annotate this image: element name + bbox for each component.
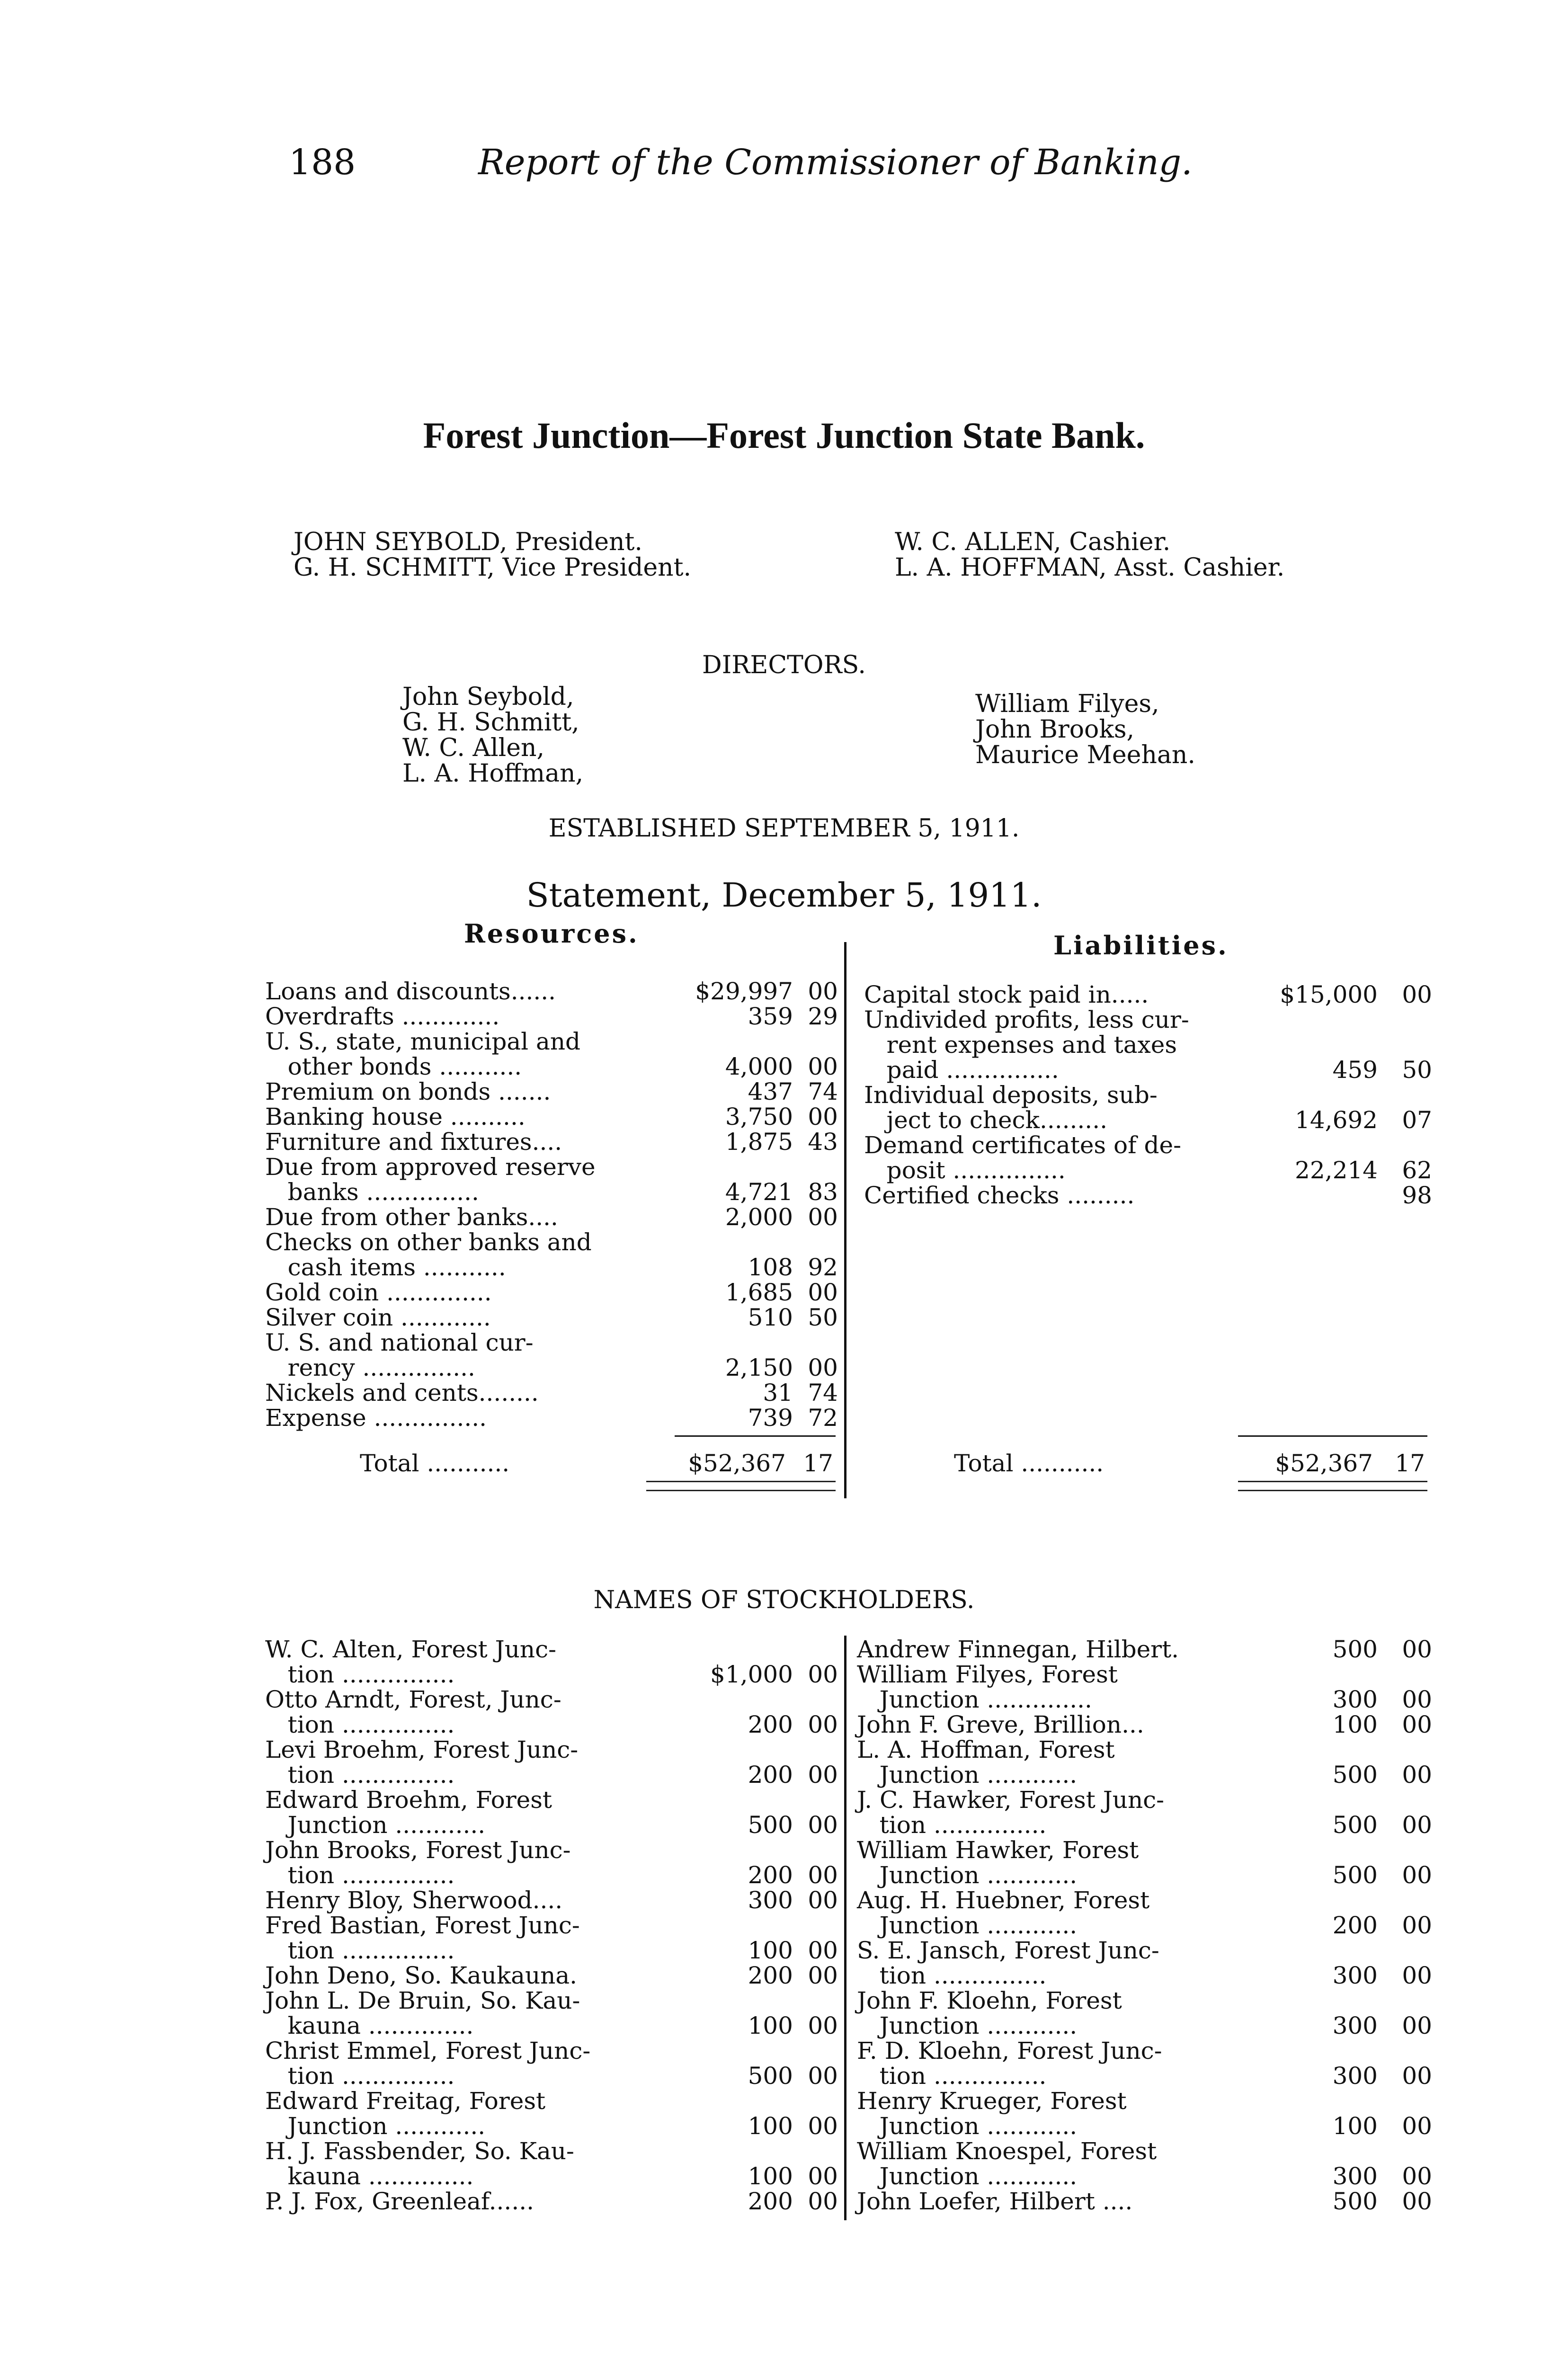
liability-row [864, 1158, 1432, 1183]
stockholder-row [265, 2164, 838, 2189]
stockholders-left-list [265, 1637, 838, 2219]
stockholder-row-label: F. D. Kloehn, Forest Junc- [857, 2037, 1162, 2064]
stockholder-row [857, 2038, 1432, 2064]
stockholder-row-label: tion ............... [265, 1711, 455, 1738]
stockholder-row [265, 2064, 838, 2089]
resource-row [265, 1104, 838, 1130]
stockholder-row-dollars: 500 [748, 1811, 793, 1839]
resource-row-dollars: 359 [748, 1003, 793, 1030]
resource-row-cents: 00 [808, 978, 838, 1005]
stockholder-row [265, 1838, 838, 1863]
stockholder-row-dollars: 100 [1332, 1711, 1378, 1738]
stockholder-row [857, 1662, 1432, 1687]
stockholder-row [265, 1662, 838, 1687]
liability-row-cents: 00 [1402, 981, 1432, 1008]
stockholder-row [265, 1712, 838, 1737]
stockholder-row-cents: 00 [808, 2162, 838, 2190]
resource-row-label: Checks on other banks and [265, 1228, 592, 1256]
stockholder-row [265, 1813, 838, 1838]
stockholder-row-label: John F. Greve, Brillion... [857, 1711, 1144, 1738]
running-title: Report of the Commissioner of Banking. [478, 142, 1193, 183]
resource-row-dollars: 510 [748, 1304, 793, 1331]
resource-row [265, 1079, 838, 1104]
stockholder-row-label: P. J. Fox, Greenleaf...... [265, 2188, 534, 2215]
stockholder-row-dollars: 200 [1332, 1912, 1378, 1939]
page-number: 188 [289, 142, 356, 183]
liability-row-cents: 62 [1402, 1157, 1432, 1184]
resource-row-dollars: 31 [763, 1379, 793, 1406]
statement-title: Statement, December 5, 1911. [526, 876, 1042, 915]
stockholder-row-cents: 00 [808, 1661, 838, 1688]
stockholder-row-dollars: 100 [1332, 2112, 1378, 2140]
liability-row [864, 1032, 1432, 1058]
liability-row-label: Demand certificates of de- [864, 1131, 1181, 1159]
resource-row [265, 1180, 838, 1205]
resources-total-dollars: $52,367 [688, 1450, 786, 1477]
stockholder-row [857, 1712, 1432, 1737]
resource-row-label: Due from approved reserve [265, 1153, 596, 1181]
stockholder-row-label: kauna .............. [265, 2162, 474, 2190]
directors-heading: DIRECTORS. [702, 651, 866, 679]
stockholder-row-cents: 00 [808, 1861, 838, 1889]
stockholder-row-label: tion ............... [265, 1861, 455, 1889]
stockholder-row-cents: 00 [808, 1711, 838, 1738]
stockholder-row-dollars: 200 [748, 1761, 793, 1789]
stockholder-row-dollars: 300 [748, 1886, 793, 1914]
stockholder-row-label: Junction ............ [857, 1861, 1078, 1889]
resource-row-label: Banking house .......... [265, 1103, 526, 1130]
liability-row-dollars: 459 [1332, 1056, 1378, 1084]
directors-right [975, 691, 1195, 768]
resource-row [265, 1029, 838, 1054]
stockholder-row [857, 2089, 1432, 2114]
stockholder-row-label: John Deno, So. Kaukauna. [265, 1962, 578, 1989]
officer-vice-president: G. H. SCHMITT, Vice President. [294, 553, 692, 582]
stockholder-row [265, 1737, 838, 1762]
resource-row [265, 1255, 838, 1280]
director-name: L. A. Hoffman, [402, 759, 584, 788]
stockholder-row-dollars: 300 [1332, 2062, 1378, 2090]
resource-row-cents: 00 [808, 1203, 838, 1231]
resource-row-label: Loans and discounts...... [265, 978, 556, 1005]
stockholder-row-dollars: 300 [1332, 2012, 1378, 2039]
resource-row-dollars: 739 [748, 1404, 793, 1432]
resource-row-label: Expense ............... [265, 1404, 487, 1432]
stockholder-row [265, 2013, 838, 2038]
liability-row-label: rent expenses and taxes [864, 1031, 1177, 1059]
stockholder-row [857, 2114, 1432, 2139]
stockholder-row-dollars: 500 [1332, 2188, 1378, 2215]
resource-row-dollars: 108 [748, 1254, 793, 1281]
stockholder-row-label: Andrew Finnegan, Hilbert. [857, 1636, 1179, 1663]
stockholder-row-label: tion ............... [265, 2062, 455, 2090]
stockholder-row [857, 2189, 1432, 2214]
stockholder-row-cents: 00 [1402, 2188, 1432, 2215]
stockholder-row [857, 1813, 1432, 1838]
stockholder-row [265, 1963, 838, 1988]
resource-row [265, 1305, 838, 1330]
stockholder-row-cents: 00 [808, 2112, 838, 2140]
stockholder-row [857, 2139, 1432, 2164]
officer-president: JOHN SEYBOLD, President. [294, 528, 642, 556]
liability-row [864, 982, 1432, 1007]
liability-row [864, 1058, 1432, 1083]
liability-row [864, 1083, 1432, 1108]
liabilities-total-label: Total ........... [954, 1450, 1104, 1477]
stockholders-divider [844, 1636, 846, 2220]
stockholder-row-dollars: 200 [748, 2188, 793, 2215]
stockholder-row-label: Henry Krueger, Forest [857, 2087, 1127, 2115]
stockholder-row-cents: 00 [1402, 2012, 1432, 2039]
resource-row-label: banks ............... [265, 1178, 479, 1206]
resource-row-label: Premium on bonds ....... [265, 1078, 551, 1105]
stockholder-row [857, 2064, 1432, 2089]
resources-total-cents: 17 [803, 1450, 833, 1477]
officers-right [895, 529, 1284, 580]
stockholder-row [857, 1988, 1432, 2013]
officers-left [294, 529, 691, 580]
resource-row-dollars: $29,997 [695, 978, 793, 1005]
statement-divider [844, 942, 846, 1498]
stockholder-row-cents: 00 [808, 2062, 838, 2090]
stockholder-row-dollars: 500 [1332, 1761, 1378, 1789]
resource-row-dollars: 4,000 [725, 1053, 793, 1080]
stockholder-row-label: John Brooks, Forest Junc- [265, 1836, 571, 1864]
stockholder-row-cents: 00 [1402, 1811, 1432, 1839]
resource-row-label: Overdrafts ............. [265, 1003, 500, 1030]
director-name: G. H. Schmitt, [402, 708, 579, 737]
stockholder-row-label: S. E. Jansch, Forest Junc- [857, 1937, 1159, 1964]
resource-row-cents: 83 [808, 1178, 838, 1206]
liability-row [864, 1133, 1432, 1158]
stockholder-row [857, 1737, 1432, 1762]
stockholder-row-label: Junction .............. [857, 1686, 1092, 1713]
liability-row-label: Certified checks ......... [864, 1182, 1135, 1209]
stockholder-row-cents: 00 [1402, 2112, 1432, 2140]
resource-row-label: Gold coin .............. [265, 1279, 492, 1306]
resource-row-label: Nickels and cents........ [265, 1379, 539, 1406]
resource-row-label: Due from other banks.... [265, 1203, 558, 1231]
stockholder-row-label: Edward Broehm, Forest [265, 1786, 552, 1814]
stockholder-row-cents: 00 [1402, 1686, 1432, 1713]
stockholder-row-label: Henry Bloy, Sherwood.... [265, 1886, 563, 1914]
stockholder-row [265, 1913, 838, 1938]
liability-row [864, 1108, 1432, 1133]
resource-row-label: other bonds ........... [265, 1053, 522, 1080]
stockholder-row-dollars: 200 [748, 1962, 793, 1989]
stockholder-row-label: John Loefer, Hilbert .... [857, 2188, 1133, 2215]
resource-row-cents: 74 [808, 1379, 838, 1406]
resource-row [265, 1355, 838, 1380]
resource-row-cents: 74 [808, 1078, 838, 1105]
stockholder-row-label: kauna .............. [265, 2012, 474, 2039]
stockholder-row [857, 1888, 1432, 1913]
stockholder-row [857, 1913, 1432, 1938]
resources-total-label: Total ........... [360, 1450, 510, 1477]
liability-row [864, 1007, 1432, 1032]
stockholder-row-cents: 00 [808, 2188, 838, 2215]
stockholder-row-label: tion ............... [265, 1761, 455, 1789]
resource-row-label: cash items ........... [265, 1254, 506, 1281]
stockholder-row-cents: 00 [808, 1886, 838, 1914]
resources-table [265, 979, 838, 1433]
resource-row [265, 1230, 838, 1255]
stockholder-row-dollars: 300 [1332, 1686, 1378, 1713]
resource-row-dollars: 1,685 [725, 1279, 793, 1306]
liability-row-label: posit ............... [864, 1157, 1066, 1184]
liabilities-total-cents: 17 [1395, 1450, 1425, 1477]
stockholder-row-label: Christ Emmel, Forest Junc- [265, 2037, 591, 2064]
resource-row-cents: 00 [808, 1103, 838, 1130]
resource-row [265, 1130, 838, 1155]
stockholder-row-dollars: 100 [748, 2112, 793, 2140]
stockholder-row-label: tion ............... [265, 1661, 455, 1688]
stockholder-row [265, 1762, 838, 1788]
stockholder-row [265, 1637, 838, 1662]
liability-row [864, 1183, 1432, 1208]
liabilities-total-double-rule [1238, 1481, 1427, 1491]
stockholder-row [265, 2189, 838, 2214]
stockholder-row-dollars: 100 [748, 2012, 793, 2039]
stockholder-row-label: tion ............... [857, 1962, 1047, 1989]
resource-row-label: U. S. and national cur- [265, 1329, 534, 1356]
liabilities-table [864, 982, 1432, 1210]
stockholder-row-label: Junction ............ [857, 2012, 1078, 2039]
stockholder-row [857, 2013, 1432, 2038]
officer-asst-cashier: L. A. HOFFMAN, Asst. Cashier. [895, 553, 1285, 582]
resource-row-dollars: 1,875 [725, 1128, 793, 1156]
bank-title: Forest Junction—Forest Junction State Bank. [423, 415, 1145, 456]
stockholder-row-label: W. C. Alten, Forest Junc- [265, 1636, 557, 1663]
resource-row-cents: 50 [808, 1304, 838, 1331]
stockholder-row-label: H. J. Fassbender, So. Kau- [265, 2137, 574, 2165]
resource-row-dollars: 3,750 [725, 1103, 793, 1130]
stockholder-row-dollars: 300 [1332, 1962, 1378, 1989]
liability-row-dollars: $15,000 [1280, 981, 1378, 1008]
stockholder-row-dollars: 200 [748, 1711, 793, 1738]
stockholder-row-cents: 00 [1402, 1636, 1432, 1663]
stockholder-row [857, 1863, 1432, 1888]
stockholder-row-label: Edward Freitag, Forest [265, 2087, 546, 2115]
resources-total-rule [675, 1435, 836, 1437]
stockholder-row-dollars: 200 [748, 1861, 793, 1889]
stockholder-row-label: William Knoespel, Forest [857, 2137, 1157, 2165]
resource-row [265, 1155, 838, 1180]
stockholder-row [265, 1863, 838, 1888]
stockholder-row [265, 2114, 838, 2139]
stockholder-row-label: Junction ............ [857, 2112, 1078, 2140]
director-name: William Filyes, [975, 690, 1159, 718]
liabilities-total-dollars: $52,367 [1275, 1450, 1373, 1477]
resource-row [265, 1330, 838, 1355]
director-name: W. C. Allen, [402, 734, 545, 762]
stockholder-row-dollars: 500 [1332, 1811, 1378, 1839]
stockholder-row-label: tion ............... [857, 1811, 1047, 1839]
resource-row-label: Silver coin ............ [265, 1304, 491, 1331]
stockholder-row-cents: 00 [1402, 1761, 1432, 1789]
stockholder-row-label: tion ............... [857, 2062, 1047, 2090]
stockholder-row-label: John F. Kloehn, Forest [857, 1987, 1122, 2014]
liability-row-label: Individual deposits, sub- [864, 1081, 1158, 1109]
resource-row-cents: 00 [808, 1053, 838, 1080]
stockholders-heading: NAMES OF STOCKHOLDERS. [593, 1586, 975, 1614]
resource-row-cents: 43 [808, 1128, 838, 1156]
stockholder-row [857, 1637, 1432, 1662]
resource-row-dollars: 437 [748, 1078, 793, 1105]
stockholder-row-label: Fred Bastian, Forest Junc- [265, 1912, 580, 1939]
stockholder-row [857, 1762, 1432, 1788]
resource-row [265, 1280, 838, 1305]
stockholder-row-dollars: 500 [748, 2062, 793, 2090]
liability-row-cents: 07 [1402, 1106, 1432, 1134]
stockholder-row [857, 2164, 1432, 2189]
liability-row-label: paid ............... [864, 1056, 1059, 1084]
stockholder-row [265, 2038, 838, 2064]
resource-row [265, 979, 838, 1004]
stockholder-row [265, 1788, 838, 1813]
established-date: ESTABLISHED SEPTEMBER 5, 1911. [548, 814, 1020, 843]
resources-total-double-rule [646, 1481, 836, 1491]
stockholder-row-label: Otto Arndt, Forest, Junc- [265, 1686, 561, 1713]
stockholder-row-dollars: 500 [1332, 1861, 1378, 1889]
director-name: Maurice Meehan. [975, 741, 1195, 769]
resource-row-label: Furniture and fixtures.... [265, 1128, 562, 1156]
stockholders-right-list [857, 1637, 1432, 2219]
stockholder-row-label: John L. De Bruin, So. Kau- [265, 1987, 580, 2014]
stockholder-row-dollars: 500 [1332, 1636, 1378, 1663]
stockholder-row-label: Junction ............ [857, 1912, 1078, 1939]
stockholder-row-label: William Hawker, Forest [857, 1836, 1139, 1864]
stockholder-row [265, 1938, 838, 1963]
stockholder-row-dollars: 100 [748, 1937, 793, 1964]
resource-row-cents: 00 [808, 1279, 838, 1306]
liability-row-label: ject to check......... [864, 1106, 1107, 1134]
resource-row-cents: 92 [808, 1254, 838, 1281]
stockholder-row-label: L. A. Hoffman, Forest [857, 1736, 1115, 1763]
stockholder-row-dollars: 100 [748, 2162, 793, 2190]
resource-row-label: U. S., state, municipal and [265, 1028, 581, 1055]
stockholder-row-cents: 00 [1402, 1711, 1432, 1738]
stockholder-row-cents: 00 [808, 1937, 838, 1964]
stockholder-row [857, 1687, 1432, 1712]
stockholder-row-cents: 00 [1402, 1912, 1432, 1939]
stockholder-row-label: tion ............... [265, 1937, 455, 1964]
director-name: John Seybold, [402, 683, 574, 711]
stockholder-row [265, 1888, 838, 1913]
stockholder-row-dollars: $1,000 [710, 1661, 793, 1688]
officer-cashier: W. C. ALLEN, Cashier. [895, 528, 1171, 556]
liability-row-cents: 98 [1402, 1182, 1432, 1209]
resource-row [265, 1205, 838, 1230]
stockholder-row-dollars: 300 [1332, 2162, 1378, 2190]
liability-row-cents: 50 [1402, 1056, 1432, 1084]
stockholder-row-label: Junction ............ [265, 2112, 486, 2140]
stockholder-row-cents: 00 [1402, 2062, 1432, 2090]
stockholder-row-label: Aug. H. Huebner, Forest [857, 1886, 1150, 1914]
resource-row [265, 1054, 838, 1079]
stockholder-row-label: Junction ............ [265, 1811, 486, 1839]
liabilities-heading: Liabilities. [1053, 930, 1229, 961]
resource-row-cents: 72 [808, 1404, 838, 1432]
stockholder-row-cents: 00 [808, 1811, 838, 1839]
liability-row-label: Capital stock paid in..... [864, 981, 1149, 1008]
liability-row-dollars: 14,692 [1295, 1106, 1378, 1134]
resource-row-dollars: 4,721 [725, 1178, 793, 1206]
liability-row-dollars: 22,214 [1295, 1157, 1378, 1184]
stockholder-row [857, 1838, 1432, 1863]
resource-row-cents: 00 [808, 1354, 838, 1381]
stockholder-row [265, 1988, 838, 2013]
stockholder-row-label: William Filyes, Forest [857, 1661, 1118, 1688]
liabilities-total-rule [1238, 1435, 1427, 1437]
stockholder-row-cents: 00 [1402, 1861, 1432, 1889]
directors-left [402, 684, 583, 786]
stockholder-row [857, 1788, 1432, 1813]
stockholder-row-cents: 00 [808, 1761, 838, 1789]
stockholder-row-label: J. C. Hawker, Forest Junc- [857, 1786, 1165, 1814]
resource-row-dollars: 2,150 [725, 1354, 793, 1381]
resources-heading: Resources. [464, 918, 639, 949]
stockholder-row-label: Levi Broehm, Forest Junc- [265, 1736, 579, 1763]
stockholder-row [857, 1938, 1432, 1963]
resource-row-cents: 29 [808, 1003, 838, 1030]
stockholder-row [265, 2089, 838, 2114]
stockholder-row [265, 2139, 838, 2164]
stockholder-row [857, 1963, 1432, 1988]
resource-row [265, 1380, 838, 1406]
stockholder-row-label: Junction ............ [857, 1761, 1078, 1789]
resource-row [265, 1004, 838, 1029]
stockholder-row-cents: 00 [808, 1962, 838, 1989]
resource-row-dollars: 2,000 [725, 1203, 793, 1231]
stockholder-row-label: Junction ............ [857, 2162, 1078, 2190]
stockholder-row [265, 1687, 838, 1712]
stockholder-row-cents: 00 [1402, 2162, 1432, 2190]
resource-row-label: rency ............... [265, 1354, 475, 1381]
stockholder-row-cents: 00 [1402, 1962, 1432, 1989]
resource-row [265, 1406, 838, 1431]
director-name: John Brooks, [975, 715, 1135, 744]
liability-row-label: Undivided profits, less cur- [864, 1006, 1189, 1033]
stockholder-row-cents: 00 [808, 2012, 838, 2039]
